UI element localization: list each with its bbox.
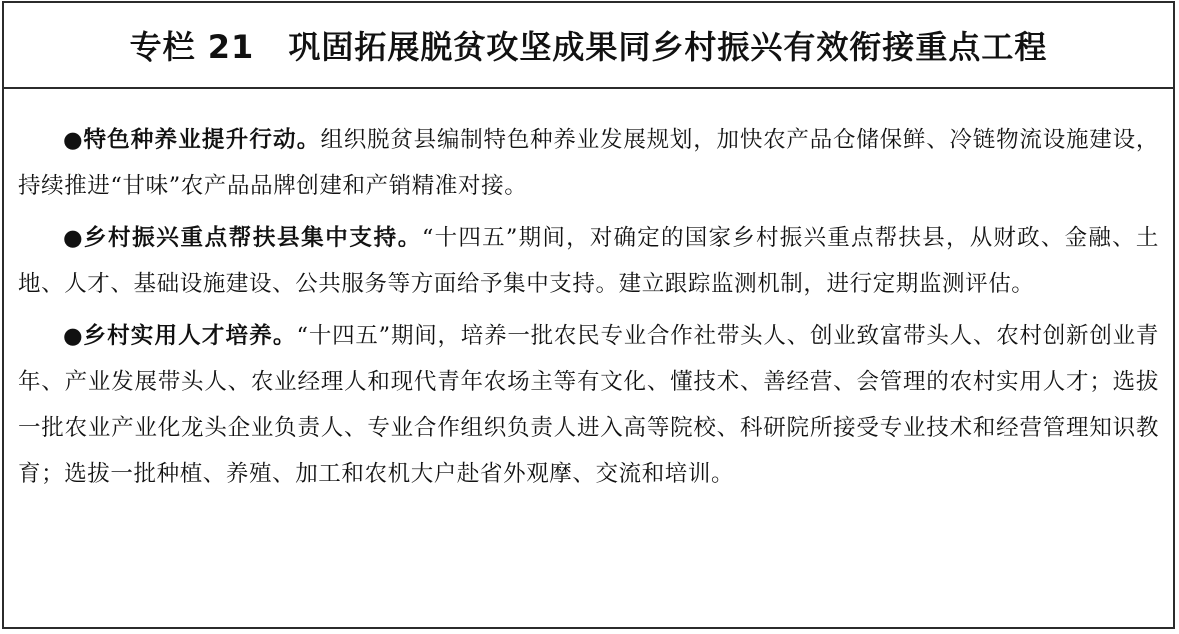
column-box: [2, 1, 1175, 629]
paragraph-heading: 特色种养业提升行动。: [83, 127, 321, 153]
bullet-icon: ●: [63, 323, 84, 349]
bullet-icon: ●: [63, 225, 84, 251]
paragraph-specialty-farming: [18, 117, 1159, 209]
paragraph-heading: 乡村振兴重点帮扶县集中支持。: [83, 225, 422, 251]
paragraph-heading: 乡村实用人才培养。: [83, 323, 297, 349]
title-bar: [4, 3, 1173, 89]
column-number: 专栏 21: [129, 28, 255, 66]
paragraph-text: “十四五”期间，培养一批农民专业合作社带头人、创业致富带头人、农村创新创业青年、产业发展带头人、农业经理人和现代青年农场主等有文化、懂技术、善经营、会管理的农村实用人才；选拔一批农业产业化龙头企业负责人、专业合作组织负责人进入高等院校、科研院所接受专业技术和经营管理知识教育；选拔一批种植、养殖、加工和农机大户赴省外观摩、交流和培训。: [18, 323, 1159, 487]
paragraph-text: “十四五”期间，对确定的国家乡村振兴重点帮扶县，从财政、金融、土地、人才、基础设施建设、公共服务等方面给予集中支持。建立跟踪监测机制，进行定期监测评估。: [18, 225, 1159, 297]
column-content: [4, 89, 1173, 497]
paragraph-key-county-support: [18, 215, 1159, 307]
paragraph-talent-training: [18, 313, 1159, 497]
column-title: 巩固拓展脱贫攻坚成果同乡村振兴有效衔接重点工程: [288, 28, 1048, 66]
box-title: [130, 22, 1048, 68]
bullet-icon: ●: [63, 127, 84, 153]
paragraph-text: 组织脱贫县编制特色种养业发展规划，加快农产品仓储保鲜、冷链物流设施建设，持续推进“甘味”农产品品牌创建和产销精准对接。: [18, 127, 1159, 199]
